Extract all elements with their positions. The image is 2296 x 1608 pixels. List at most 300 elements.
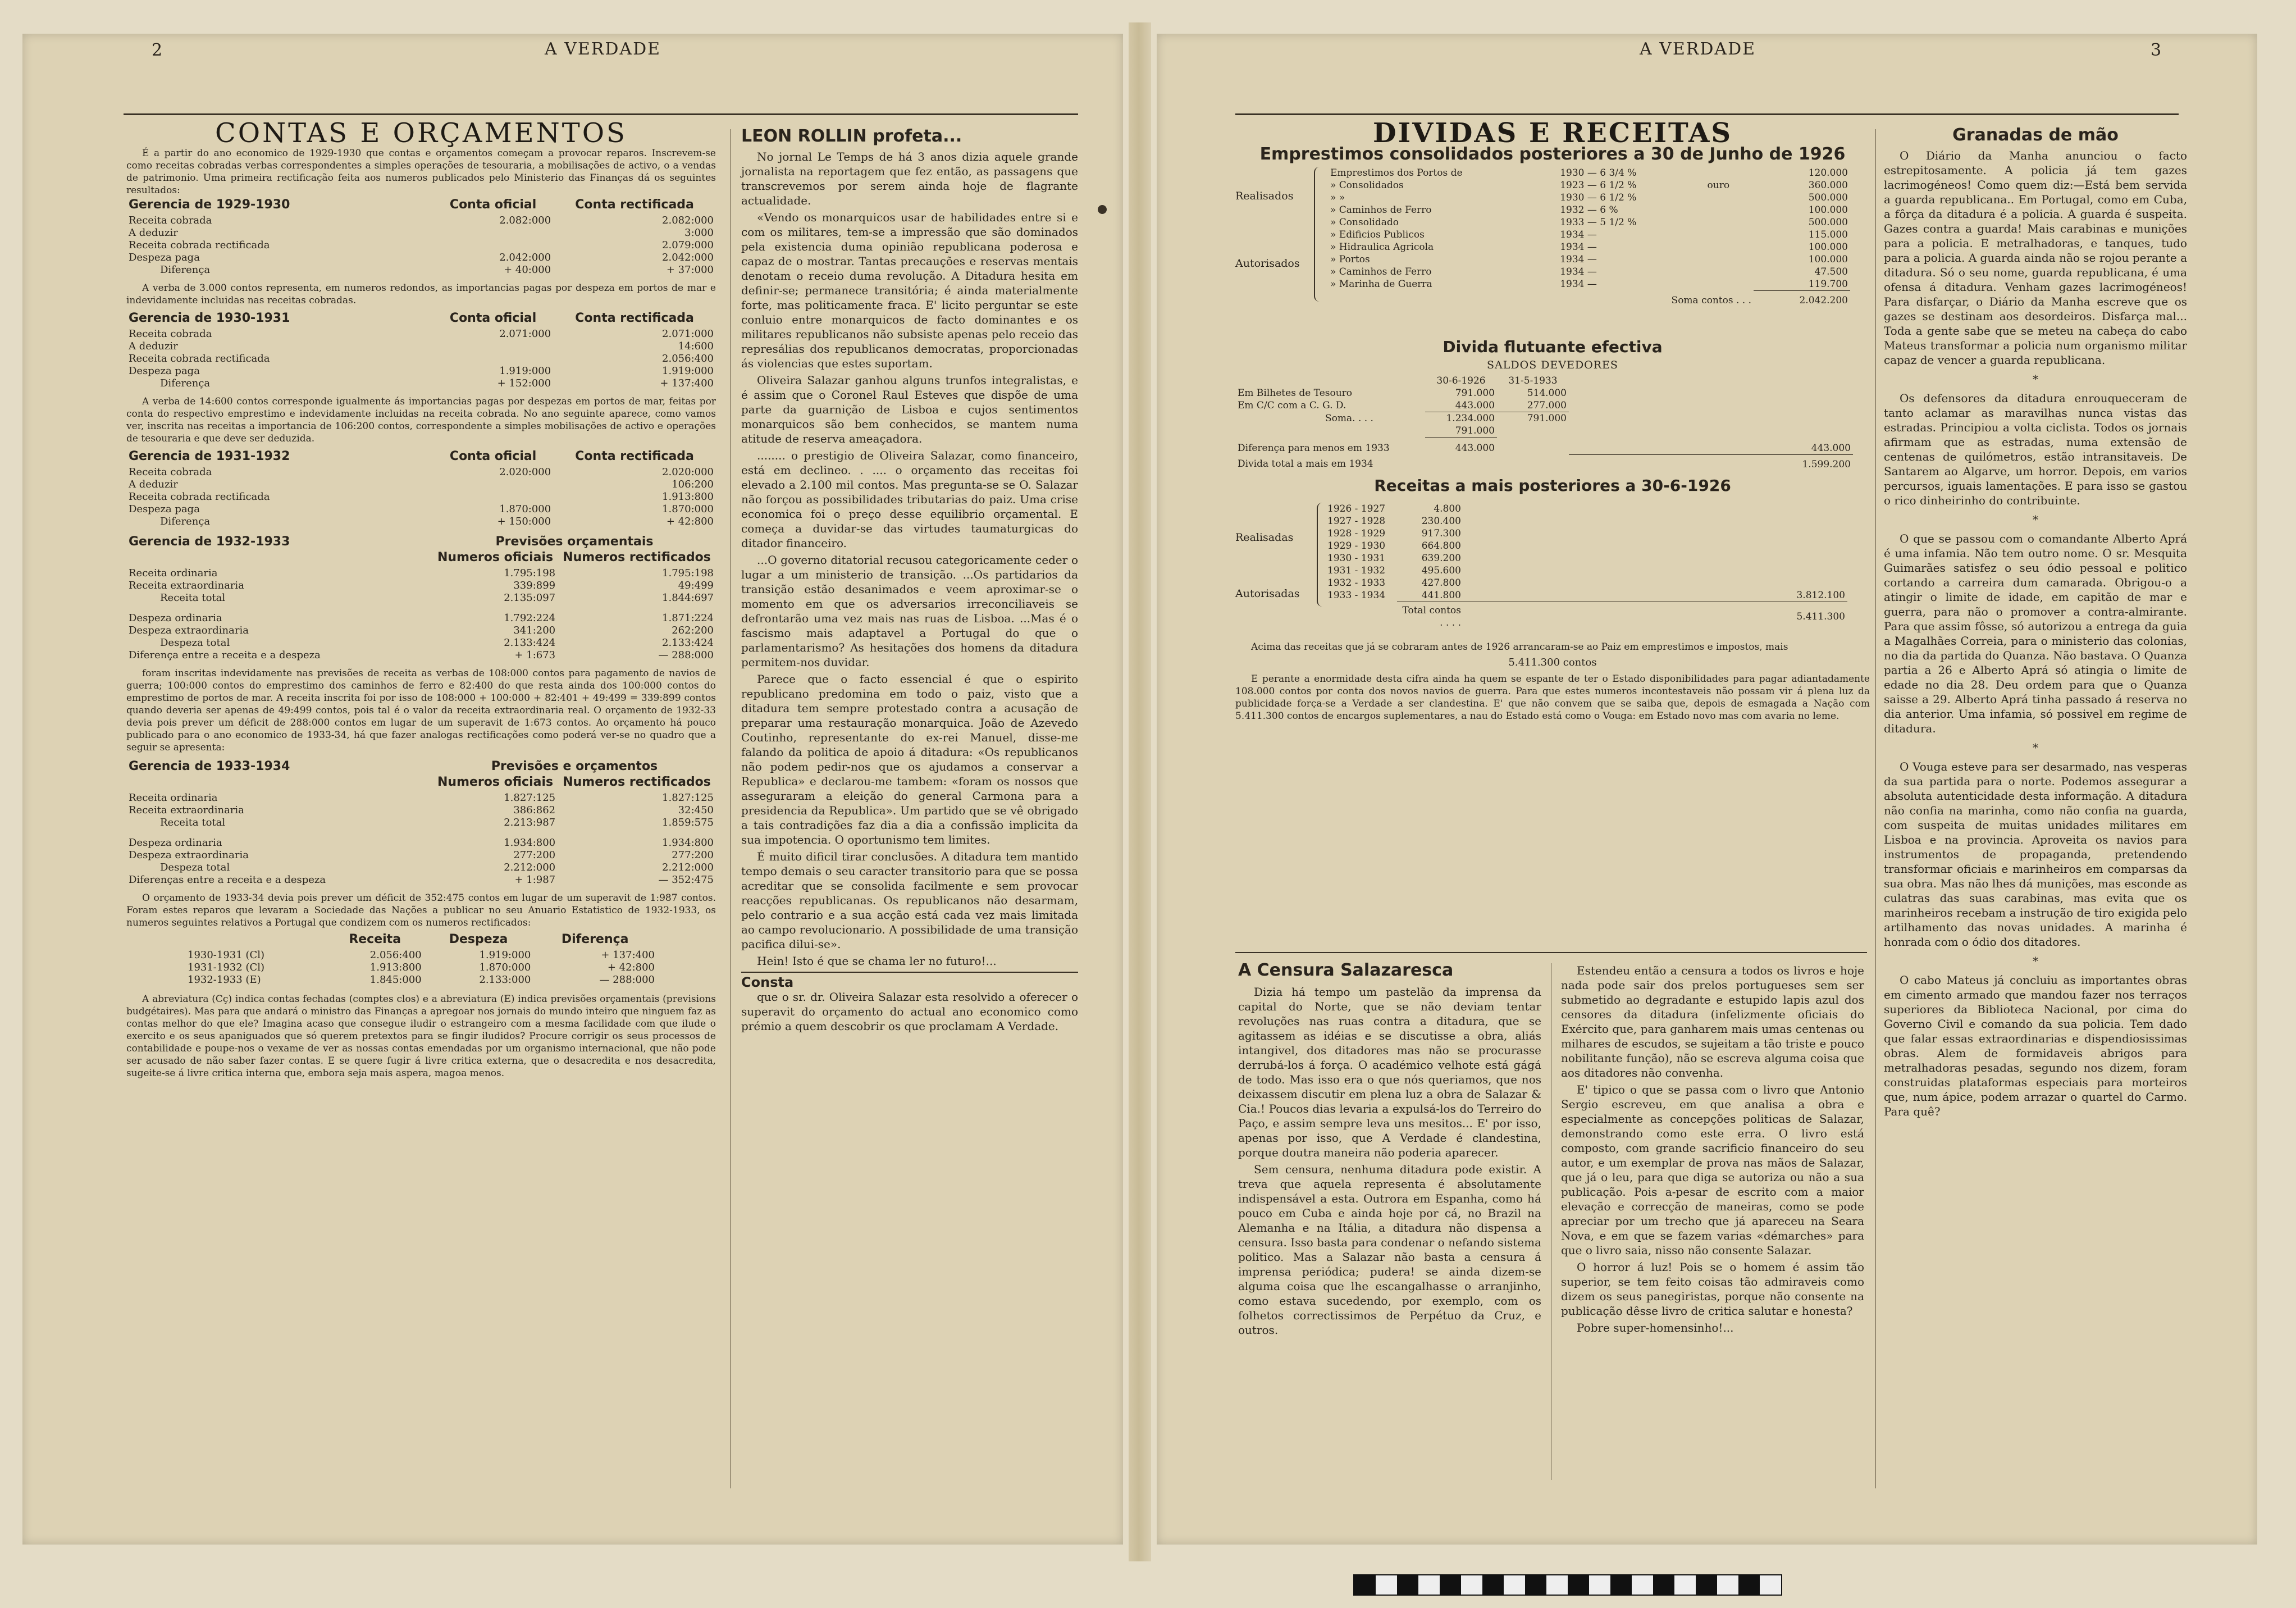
cell-a: 1.934:800 — [504, 837, 556, 849]
brace — [1314, 167, 1321, 302]
realisadas-label: Realisadas — [1235, 531, 1294, 544]
receita-val: 664.800 — [1421, 540, 1461, 552]
cell-rect: 106:200 — [672, 479, 714, 490]
cell-rect: 2.056:400 — [662, 353, 714, 365]
cell-b: 1.795:198 — [662, 567, 714, 579]
table-row — [126, 328, 716, 340]
cell-b: 49:499 — [678, 580, 714, 591]
row-label: A deduzir — [129, 479, 178, 490]
rollin-p4: ........ o prestigio de Oliveira Salazar, como financeiro, está em declineo. . .... o orçamento das receitas foi elevado a 2.100 mil contos. Mas pregunta-se se O. Salazar não forçou as possibilidades tributarias do paiz. Uma crise economica foi o preço desse equilibrio orçamental. E começa a duvidar-se das virtudes taumaturgicas do ditador financeiro. — [741, 449, 1078, 550]
col-oficial: Conta oficial — [449, 198, 537, 212]
receitas-sum: 3.812.100 — [1796, 589, 1845, 601]
cell-oficial: 2.071:000 — [499, 328, 551, 340]
col-receita: Receita — [349, 932, 401, 946]
cell-rect: 2.042:000 — [662, 252, 714, 263]
emprest-rate: 1930 — 6 3/4 % — [1560, 167, 1637, 179]
separator-asterisk-icon: * — [2033, 372, 2038, 386]
table-row — [1235, 412, 1853, 425]
table-row — [185, 949, 657, 962]
emprest-extra — [1705, 192, 1754, 204]
row-label: Receita cobrada rectificada — [129, 239, 270, 251]
gerencia-1933-title: Gerencia de 1933-1934 — [129, 759, 290, 773]
row-label: Despeza ordinaria — [129, 612, 222, 624]
cell-rect: 1.913:800 — [662, 491, 714, 503]
table-row — [126, 792, 716, 804]
cell-b: 262:200 — [672, 625, 714, 636]
dividas-article — [1235, 117, 1870, 725]
row-label: A deduzir — [129, 340, 178, 352]
separator-asterisk-icon: * — [2033, 513, 2038, 526]
row-label: Despeza extraordinaria — [129, 625, 249, 636]
emprest-name: » Edificios Publicos — [1330, 229, 1425, 240]
contas-article — [126, 117, 716, 1082]
cell-diferenca: — 288:000 — [599, 974, 655, 986]
table-row — [185, 962, 657, 974]
receita-val: 441.800 — [1397, 589, 1463, 602]
table-gerencia-1932 — [126, 536, 716, 662]
table-row — [126, 592, 716, 604]
table-row — [126, 466, 716, 479]
emprest-extra — [1705, 241, 1754, 253]
table-row — [126, 580, 716, 592]
emprest-rate: 1932 — 6 % — [1560, 204, 1618, 216]
table-row — [1328, 241, 1850, 253]
cell-a: 2.133:424 — [504, 637, 556, 649]
receitas-table — [1325, 503, 1847, 629]
row-label: Receita ordinaria — [129, 567, 218, 579]
cell-receita: 1.845:000 — [369, 974, 422, 986]
receita-val: 495.600 — [1421, 564, 1461, 576]
table-gerencia-1931 — [126, 450, 716, 528]
emprest-rate: 1930 — 6 1/2 % — [1560, 192, 1637, 203]
row-label: Despeza paga — [129, 503, 200, 515]
rollin-article — [741, 126, 1078, 1036]
table-row — [126, 817, 716, 829]
row-label: Receita cobrada — [129, 215, 212, 226]
receita-period: 1932 - 1933 — [1327, 577, 1386, 589]
left-page-number: 2 — [152, 40, 163, 60]
flutuante-title: Divida flutuante efectiva — [1443, 338, 1663, 356]
table-row — [1328, 253, 1850, 266]
table-row — [1328, 204, 1850, 216]
receita-period: 1929 - 1930 — [1327, 540, 1386, 552]
table-row — [126, 340, 716, 353]
gerencia-1930-note: A verba de 14:600 contos corresponde igualmente ás importancias pagas por despezas em portos de mar, feitas por conta do respectivo emprestimo e indevidamente incluidas na receita cobrada. No ano seguinte aparece, como vamos ver, inscrita nas receitas a importancia de 106:200 contos, correspondente a simples mobilisações de activo e operações de tesouraria e que deve ser deduzida. — [126, 396, 716, 444]
emprest-val: 47.500 — [1814, 266, 1848, 277]
emprest-name: » Caminhos de Ferro — [1330, 204, 1432, 216]
right-header-rule — [1235, 113, 2179, 115]
rollin-p2: «Vendo os monarquicos usar de habilidades entre si e com os militares, tem-se a impressão que são dominados pela existencia duma opinião republicana poderosa e capaz de o mostrar. Tantas precauções e reservas mentais denotam o receio duma revolução. A Ditadura hesita em definir-se; permanece transitória; é ainda materialmente forte, mas politicamente fraca. E' licito perguntar se este conluio entre monarquicos de facto dominantes e os militares republicanos não subsiste apenas pelo receio das represálias dos republicanos democratas, proporcionadas ás violencias que estes suportam. — [741, 211, 1078, 370]
cell-oficial: + 150:000 — [497, 516, 551, 527]
cell-a: 277:200 — [513, 849, 556, 861]
emprest-extra — [1705, 266, 1754, 278]
row-label: Diferença entre a receita e a despeza — [129, 649, 321, 661]
col-numeros-rectificados: Numeros rectificados — [563, 775, 711, 789]
cell-oficial — [433, 239, 553, 252]
cell-a: + 1:673 — [514, 649, 556, 661]
col-rectificada: Conta rectificada — [575, 449, 694, 463]
row-label: Despeza ordinaria — [129, 837, 222, 849]
table-row — [126, 239, 716, 252]
emprest-val: 120.000 — [1808, 167, 1848, 179]
gerencia-1932-note: foram inscritas indevidamente nas previsões de receita as verbas de 108:000 contos para pagamento de navios de guerra; 100:000 contos do emprestimo dos caminhos de ferro e 82:400 do que resta ainda dos 100:000 contos do emprestimo de portos de mar. A receita inscrita foi por isso de 108:000 + 100:000 + 82:401 + 49:499 = 339:899 contos quando deveria ser apenas de 49:499 contos, pois tal é o valor da receita extraordinaria real. O orçamento de 1932-33 devia pois prever um déficit de 288:000 contos em lugar de um superavit de 1:673 contos. Ao orçamento há pouco publicado para o ano economico de 1933-34, há que fazer analogas rectificações como poderá ver-se no quadro que a seguir se apresenta: — [126, 668, 716, 753]
col-numeros-rectificados: Numeros rectificados — [563, 550, 711, 564]
granadas-p5: O cabo Mateus já concluiu as importantes obras em cimento armado que mandou fazer nos terraços superiores da Biblioteca Nacional, por cima do Governo Civil e comando da sua policia. Tem dado que falar essas extraordinarias e dispendiosissimas obras. Alem de formidaveis abrigos para metralhadoras pesadas, segundo nos dizem, foram construidas plataformas especiais para morteiros que, num ápice, podem arrazar o quartel do Carmo. Para quê? — [1884, 973, 2187, 1118]
row-label: Diferença — [160, 516, 211, 527]
table-row — [1328, 266, 1850, 278]
consta-text: que o sr. dr. Oliveira Salazar esta resolvido a oferecer o superavit do orçamento do actual ano economico como prémio a quem descobrir os que proclamam A Verdade. — [741, 990, 1078, 1033]
granadas-p4: O Vouga esteve para ser desarmado, nas vesperas da sua partida para o norte. Podemos assegurar a absoluta autenticidade desta informação. A ditadura não confia na marinha, como não confia na guarda, com suspeita de muitas unidades militares em Lisboa e na provincia. Aproveita os navios para instrumentos de propaganda, pretendendo transformar oficiais e marinheiros em comparsas da sua obra. Mas não lhes dá munições, mas esconde as culatras das suas carabinas, mas evita que os marinheiros recebam a instrução de tiro exigida pelo artilhamento das novas unidades. A marinha é honrada com o ódio dos ditadores. — [1884, 760, 2187, 949]
scan-color-bar — [1353, 1574, 1782, 1596]
dif-a: 443.000 — [1455, 443, 1495, 454]
dividas-title: DIVIDAS E RECEITAS — [1372, 117, 1733, 149]
receita-period: 1926 - 1927 — [1327, 503, 1386, 514]
flut-b: 277.000 — [1497, 399, 1569, 412]
row-label: 1930-1931 (Cl) — [188, 949, 264, 961]
emprest-name: » » — [1330, 192, 1345, 203]
row-label: 1931-1932 (Cl) — [188, 962, 264, 973]
emprest-extra — [1705, 216, 1754, 229]
table-row — [126, 353, 716, 365]
table-row — [126, 377, 716, 390]
separator-asterisk-icon: * — [2033, 954, 2038, 968]
cell-a: 339:899 — [513, 580, 556, 591]
rollin-p3: Oliveira Salazar ganhou alguns trunfos integralistas, e é assim que o Coronel Raul Esteves que dispõe de uma parte da guarnição de Lisboa e cujos sentimentos monarquicos são bem conhecidos, se mantem numa atitude de reserva ameaçadora. — [741, 373, 1078, 445]
emprest-extra — [1705, 229, 1754, 241]
emprest-name: » Marinha de Guerra — [1330, 279, 1432, 290]
table-row — [1325, 527, 1847, 540]
cell-a: 386:862 — [513, 804, 556, 816]
emprest-val: 100.000 — [1808, 254, 1848, 265]
cell-a: 2.135:097 — [504, 592, 556, 604]
table-row — [1235, 438, 1853, 455]
gerencia-1933-note: O orçamento de 1933-34 devia pois prever um déficit de 352:475 contos em lugar de um superavit de 1:987 contos. Foram estes reparos que levaram a Sociedade das Nações a publicar no seu Anuario Estatistico de 1932-1933, os numeros seguintes relativos a Portugal que condizem com os numeros rectificados: — [126, 892, 716, 928]
receita-val: 230.400 — [1421, 515, 1461, 527]
emprest-val: 119.700 — [1754, 278, 1850, 291]
censura-p1: Dizia há tempo um pastelão da imprensa da capital do Norte, que se não deviam tentar revoluções nas ruas contra a ditadura, que se agitassem as idéias e se discutisse a obra, aliás intangivel, dos ditadores mas não se procurasse derrubá-los á força. O académico velhote está gágá de todo. Mas isso era o que nós queriamos, que nos deixassem discutir em plena luz a obra de Salazar & Cia.! Poucos dias levaria a expulsá-los do Terreiro do Paço, e assim sempre leva uns mesitos... E' por isso, apenas por isso, que A Verdade é clandestina, porque doutra maneira não poderia aparecer. — [1238, 985, 1541, 1159]
section-rule — [1235, 952, 1867, 953]
previsoes-title: Previsões e orçamentos — [491, 759, 658, 773]
emprest-val: 100.000 — [1808, 204, 1848, 216]
gerencia-1929-title: Gerencia de 1929-1930 — [129, 198, 290, 212]
cell-despeza: 1.919:000 — [479, 949, 531, 961]
row-label: Receita ordinaria — [129, 792, 218, 804]
emprest-name: » Consolidado — [1330, 217, 1399, 228]
binding-hole-icon — [1098, 205, 1107, 214]
cell-a: + 1:987 — [514, 874, 556, 886]
cell-rect: + 42:800 — [666, 516, 714, 527]
emprest-val: 500.000 — [1808, 192, 1848, 203]
cell-b: 1.871:224 — [662, 612, 714, 624]
receitas-block — [1235, 497, 1870, 637]
contas-title: CONTAS E ORÇAMENTOS — [215, 117, 627, 149]
rollin-title: LEON ROLLIN profeta... — [741, 126, 962, 146]
receita-period: 1933 - 1934 — [1327, 589, 1386, 601]
saldos-title: SALDOS DEVEDORES — [1487, 359, 1618, 371]
emprest-name: » Caminhos de Ferro — [1330, 266, 1432, 277]
table-row — [126, 264, 716, 276]
row-label: Receita cobrada — [129, 328, 212, 340]
row-label: 1932-1933 (E) — [188, 974, 261, 986]
contas-intro: É a partir do ano economico de 1929-1930 que contas e orçamentos começam a provocar reparos. Inscrevem-se como receitas cobradas verbas correspondentes a simples operações de tesouraria, a mobilisações de activo, o a vendas de patrimonio. Uma primeira rectificação feita aos numeros publicados pelo Ministerio das Finanças dá os seguintes resultados: — [126, 148, 716, 196]
table-row — [1328, 229, 1850, 241]
dividas-note2: E perante a enormidade desta cifra ainda ha quem se espante de ter o Estado disponibilidades para pagar adiantadamente 108.000 contos por conta dos novos navios de guerra. Para que estes numeros incontestaveis não possam vir á plena luz da publicidade força-se a Verdade a ser clandestina. E' que não convem que se saiba que, depois de esmagada a Nação com 5.411.300 contos de encargos suplementares, a nau do Estado está como o Vouga: em Estado novo mas com avaria no leme. — [1235, 673, 1870, 722]
soma2-a: 1.234.000 — [1446, 413, 1495, 424]
row-label: Receita cobrada — [129, 466, 212, 478]
cell-b: 2.212:000 — [662, 862, 714, 873]
table-row — [126, 637, 716, 649]
cell-oficial: 2.042:000 — [499, 252, 551, 263]
table-row — [126, 874, 716, 886]
total-contos-label: Total contos . . . . — [1402, 604, 1461, 628]
table-row — [126, 804, 716, 817]
row-label: Diferença — [160, 264, 211, 276]
row-label: Receita extraordinaria — [129, 804, 244, 816]
previsoes-title: Previsões orçamentais — [495, 535, 654, 549]
censura-title: A Censura Salazaresca — [1238, 960, 1454, 980]
emprest-extra: ouro — [1707, 180, 1730, 191]
receitas-title: Receitas a mais posteriores a 30-6-1926 — [1374, 476, 1731, 495]
table-row — [1325, 577, 1847, 589]
receita-period: 1928 - 1929 — [1327, 527, 1386, 539]
cell-b: 1.934:800 — [662, 837, 714, 849]
table-row — [1325, 564, 1847, 577]
cell-receita: 1.913:800 — [369, 962, 422, 973]
cell-rect: + 137:400 — [660, 377, 714, 389]
rollin-p7: É muito dificil tirar conclusões. A ditadura tem mantido tempo demais o seu caracter transitorio para que se possa acreditar que se consolida facilmente e sem provocar reacções republicanas. Os republicanos não desarmam, pelo contrario e a sua acção está cada vez mais limitada ao campo revolucionario. A possibilidade de uma transição pacifica dilui-se». — [741, 850, 1078, 951]
cell-oficial — [433, 491, 553, 503]
autorisadas-label: Autorisadas — [1235, 587, 1300, 600]
right-page-number: 3 — [2151, 40, 2162, 60]
emprest-rate: 1934 — — [1560, 254, 1597, 265]
soma-label: Soma contos . . . — [1671, 294, 1752, 306]
censura-p3: Estendeu então a censura a todos os livros e hoje nada pode sair dos prelos portugueses sem ser submetido ao degradante e estupido lapis azul dos censores da ditadura (infelizmente oficiais do Exército que, para ganharem mais umas centenas ou milhares de escudos, se sujeitam a tão triste e pouco nobilitante função), não se escreva alguma coisa que aos ditadores não convenha. — [1561, 964, 1864, 1079]
gerencia-1931-title: Gerencia de 1931-1932 — [129, 449, 290, 463]
censura-p4: E' tipico o que se passa com o livro que Antonio Sergio escreveu, em que analisa a obra e especialmente as concepções politicas de Salazar, demonstrando como este erra. O livro está composto, com grande sacrificio financeiro do seu autor, e um exemplar de prova nas mãos de Salazar, que já o leu, para que diga se autoriza ou não a sua publicação. Pois a-pesar de escrito com a maior elevação e correcção de maneiras, como se pode apreciar por um trecho que já apareceu na Seara Nova, e em que se fazem varias «démarches» para que o livro saia, nisso não consente Salazar. — [1561, 1083, 1864, 1257]
row-label: Despeza total — [160, 637, 230, 649]
column-divider — [1875, 129, 1876, 1488]
col-despeza: Despeza — [449, 932, 508, 946]
emprest-rate: 1934 — — [1560, 279, 1597, 290]
soma2-b: 791.000 — [1527, 413, 1567, 424]
cell-a: 2.212:000 — [504, 862, 556, 873]
cell-rect: 2.071:000 — [662, 328, 714, 340]
emprest-extra — [1705, 204, 1754, 216]
cell-oficial: + 40:000 — [504, 264, 551, 276]
contas-closing: A abreviatura (Cç) indica contas fechadas (comptes clos) e a abreviatura (E) indica previsões orçamentais (previsions budgétaires). Mas para que andará o ministro das Finanças a apregoar nos jornais do mundo inteiro que ninguem faz as contas melhor do que ele? Imagina acaso que consegue iludir o estrangeiro com a mesma facilidade com que ilude o exercito e os seus apaniguados que só querem pretextos para se fingir iludidos? Procure corrigir os seus processos de contabilidade e poupe-nos o vexame de ver as nossas contas emendadas por um organismo internacional, que não pode ser acusado de não saber fazer contas. E se quere fugir á livre critica externa, que o desacredita e nos desacredita, sugeite-se á livre critica interna que, embora seja mais aspera, magoa menos. — [126, 994, 716, 1079]
emprest-val: 115.000 — [1808, 229, 1848, 240]
granadas-p1: O Diário da Manha anunciou o facto estrepitosamente. A policia já tem gazes lacrimogéneos! Como quem diz:—Está bem servida a guarda republicana.. Em Portugal, como em Cuba, a fôrça da ditadura é a policia. A guarda é suspeita. Gazes contra a guarda! Mais carabinas e munições para a policia. E metralhadoras, e tanques, tudo para a policia. A guarda ainda não se rojou perante a ditadura. Só o seu nome, guarda republicana, é uma ofensa á ditadura. Venham gazes lacrimogéneos! Para disfarçar, o Diário da Manha escreve que os gazes se destinam aos desordeiros. Disfarça mal... Toda a gente sabe que se meteu na cabeça do cabo Mateus transformar a policia num organismo militar capaz de vencer a guarda republicana. — [1884, 149, 2187, 367]
row-label: Despeza paga — [129, 252, 200, 263]
cell-rect: 1.919:000 — [662, 365, 714, 377]
granadas-article — [1884, 125, 2187, 1121]
left-header-rule — [124, 113, 1078, 115]
table-gerencia-1929 — [126, 199, 716, 276]
receita-val: 639.200 — [1421, 552, 1461, 564]
emprest-rate: 1934 — — [1560, 266, 1597, 277]
cell-oficial: 1.870:000 — [499, 503, 551, 515]
table-sdn — [185, 933, 657, 986]
row-label: Diferença — [160, 377, 211, 389]
flut-b: 514.000 — [1527, 388, 1567, 399]
emprest-val: 360.000 — [1808, 180, 1848, 191]
table-row — [1328, 278, 1850, 291]
dif-label: Diferença para menos em 1933 — [1238, 442, 1390, 454]
table-row — [126, 625, 716, 637]
cell-b: 1.827:125 — [662, 792, 714, 804]
cell-rect: 2.082:000 — [662, 215, 714, 226]
table-row — [1328, 179, 1850, 192]
granadas-p2: Os defensores da ditadura enrouqueceram de tanto aclamar as maravilhas nunca vistas das estradas. Principiou a volta ciclista. Todos os jornais afirmam que as estradas, numa extensão de centenas de quilómetros, estão intransitaveis. De Santarem ao Algarve, um horror. Depois, em varios percursos, iguais lamentações. E para isso se gastou o rico dinheirinho do contribuinte. — [1884, 391, 2187, 507]
emprest-val: 500.000 — [1808, 217, 1848, 228]
cell-rect: 3:000 — [684, 227, 714, 239]
cell-rect: + 37:000 — [666, 264, 714, 276]
total-contos-val: 5.411.300 — [1463, 602, 1847, 629]
flut-a: 443.000 — [1425, 399, 1497, 412]
soma2-label: Soma. . . . — [1325, 412, 1373, 424]
row-label: A deduzir — [129, 227, 178, 239]
receita-period: 1927 - 1928 — [1327, 515, 1386, 527]
left-masthead: A VERDADE — [545, 39, 661, 59]
table-row — [126, 491, 716, 503]
flutuante-table — [1235, 375, 1853, 471]
cell-rect: 2.079:000 — [662, 239, 714, 251]
row-label: Receita cobrada rectificada — [129, 353, 270, 365]
table-row — [126, 649, 716, 662]
censura-p2: Sem censura, nenhuma ditadura pode existir. A treva que aquela representa é absolutamente indispensável a esta. Outrora em Espanha, como há pouco em Cuba e ainda hoje por cá, no Brazil na Alemanha e na Itália, a ditadura não dispensa a censura. Isso basta para condenar o nefando sistema politico. Mas a Salazar não basta a censura á imprensa periódica; pudera! se ainda dizem-se alguma coisa que lhe escangalhasse o arranjinho, como estava sucedendo, por exemplo, com os folhetos correctissimos de Perpétuo da Cruz, e outros. — [1238, 1163, 1541, 1337]
realisados-label: Realisados — [1235, 190, 1294, 202]
emprest-name: » Hidraulica Agricola — [1330, 242, 1434, 253]
row-label: Receita total — [160, 817, 226, 828]
table-row — [126, 365, 716, 377]
emprestimos-block — [1235, 167, 1870, 335]
cell-diferenca: + 42:800 — [607, 962, 655, 973]
emprest-rate: 1934 — — [1560, 229, 1597, 240]
gerencia-1929-note: A verba de 3.000 contos representa, em numeros redondos, as importancias pagas por despeza em portos de mar e indevidamente incluidas nas receitas cobradas. — [126, 283, 716, 306]
table-row — [1328, 192, 1850, 204]
cell-rect: 2.020:000 — [662, 466, 714, 478]
receita-period: 1931 - 1932 — [1327, 564, 1386, 576]
emprest-name: » Consolidados — [1330, 180, 1404, 191]
table-row — [126, 829, 716, 849]
cell-a: 1.792:224 — [504, 612, 556, 624]
cell-oficial — [433, 353, 553, 365]
receita-val: 4.800 — [1434, 503, 1461, 514]
gerencia-1930-title: Gerencia de 1930-1931 — [129, 311, 290, 325]
rollin-p5: ...O governo ditatorial recusou categoricamente ceder o lugar a um ministerio de transição. ...Os partidarios da transição estão desanimados e veem aproximar-se o momento em que os adversarios irreconciliaveis se defrontarão uma vez mais nas ruas de Lisboa. ...Mas é o fascismo mais adaptavel a Portugal do que o parlamentarismo? As hesitações dos homens da ditadura permitem-nos duvidar. — [741, 553, 1078, 669]
emprest-rate: 1933 — 5 1/2 % — [1560, 217, 1637, 228]
flut-label: Em Bilhetes de Tesouro — [1238, 388, 1353, 399]
censura-col1 — [1238, 960, 1541, 1340]
cell-a: 341:200 — [513, 625, 556, 636]
rollin-p6: Parece que o facto essencial é que o espirito republicano predomina em todo o paiz, visto que a ditadura tem sempre protestado contra a acusação de preparar uma restauração monarquica. João de Azevedo Coutinho, representante do ex-rei Manuel, disse-me falando da politica de apoio á ditadura: «Os republicanos não podem pedir-nos que os ajudamos a conservar a Republica» e declarou-me tambem: «foram os nossos que asseguraram a eleição do general Carmona para a presidencia da Republica». Um partido que se vê obrigado a tais contradições faz dia a dia a confissão implicita da sua impotencia. O oportunismo tem limites. — [741, 672, 1078, 846]
granadas-p3: O que se passou com o comandante Alberto Aprá é uma infamia. Não tem outro nome. O sr. Mesquita Guimarães satisfez o seu ódio pessoal e politico cortando a carreira dum camarada. Obrigou-o a atingir o limite de idade, em capitão de mar e guerra, para não o promover a contra-almirante. Para que assim fôsse, só autorizou a entrega da guia a Magalhães Correia, para o ministerio das colonias, no dia da partida do Quanza. Não bastava. O Quanza partia a 26 e Alberto Aprá só atingia o limite de edade no dia 28. Deu ordem para que o Quanza saisse a 29. Alberto Aprá tinha passado á reserva no dia anterior. Uma infamia, só possivel em regime de ditadura. — [1884, 532, 2187, 735]
table-row — [126, 516, 716, 528]
col-diferenca: Diferença — [561, 932, 629, 946]
table-row — [1328, 167, 1850, 179]
receita-val: 917.300 — [1421, 527, 1461, 539]
dividas-note1: Acima das receitas que já se cobraram antes de 1926 arrancaram-se ao Paiz em emprestimos e impostos, mais — [1251, 641, 1788, 653]
cell-oficial: 2.082:000 — [499, 215, 551, 226]
table-row — [1235, 454, 1853, 471]
table-row — [1235, 425, 1853, 438]
cell-a: 2.213:987 — [504, 817, 556, 828]
cell-b: 277:200 — [672, 849, 714, 861]
col-rectificada: Conta rectificada — [575, 311, 694, 325]
cell-a: 1.795:198 — [504, 567, 556, 579]
cell-rect: 14:600 — [678, 340, 714, 352]
table-row — [1325, 540, 1847, 552]
cell-b: 1.859:575 — [662, 817, 714, 828]
row-label: Despeza paga — [129, 365, 200, 377]
rollin-p1: No jornal Le Temps de há 3 anos dizia aquele grande jornalista na reportagem que fez então, as passagens que transcrevemos por serem ainda hoje de flagrante actualidade. — [741, 150, 1078, 207]
row-label: Despeza extraordinaria — [129, 849, 249, 861]
emprest-extra — [1705, 253, 1754, 266]
table-row — [1328, 216, 1850, 229]
censura-p6: Pobre super-homensinho!... — [1577, 1321, 1734, 1334]
receita-val: 427.800 — [1421, 577, 1461, 589]
table-row — [126, 227, 716, 239]
rollin-p8: Hein! Isto é que se chama ler no futuro!... — [757, 954, 997, 968]
col-numeros-oficiais: Numeros oficiais — [437, 775, 554, 789]
cell-b: 32:450 — [678, 804, 714, 816]
soma2-a2: 791.000 — [1425, 425, 1497, 438]
cell-despeza: 1.870:000 — [479, 962, 531, 973]
gerencia-1932-title: Gerencia de 1932-1933 — [129, 535, 290, 549]
emprestimos-table — [1328, 167, 1850, 307]
table-row — [126, 567, 716, 580]
table-row — [1235, 399, 1853, 412]
row-label: Diferenças entre a receita e a despeza — [129, 874, 326, 886]
cell-oficial — [433, 227, 553, 239]
dividas-note1-val: 5.411.300 contos — [1508, 656, 1597, 668]
table-gerencia-1930 — [126, 312, 716, 390]
emprest-extra — [1705, 278, 1754, 291]
column-divider — [730, 129, 731, 1488]
receita-period: 1930 - 1931 — [1327, 552, 1386, 564]
date-a: 30-6-1926 — [1436, 375, 1486, 386]
date-b: 31-5-1933 — [1508, 375, 1558, 386]
emprest-val: 100.000 — [1808, 242, 1848, 253]
emprest-rate: 1923 — 6 1/2 % — [1560, 180, 1637, 191]
flut-a: 791.000 — [1455, 388, 1495, 399]
cell-despeza: 2.133:000 — [479, 974, 531, 986]
cell-b: — 288:000 — [658, 649, 714, 661]
cell-oficial: 2.020:000 — [499, 466, 551, 478]
total-label: Divida total a mais em 1934 — [1238, 458, 1373, 470]
table-row — [1325, 515, 1847, 527]
emprest-extra — [1705, 167, 1754, 179]
granadas-title: Granadas de mão — [1952, 125, 2119, 145]
row-label: Receita extraordinaria — [129, 580, 244, 591]
row-label: Receita total — [160, 592, 226, 604]
table-row — [126, 862, 716, 874]
table-row — [1325, 503, 1847, 515]
table-row — [1328, 291, 1850, 307]
flut-label: Em C/C com a C. G. D. — [1238, 400, 1346, 412]
cell-receita: 2.056:400 — [369, 949, 422, 961]
col-numeros-oficiais: Numeros oficiais — [437, 550, 554, 564]
table-row — [1325, 552, 1847, 564]
soma-val: 2.042.200 — [1799, 295, 1848, 306]
table-row — [1235, 387, 1853, 399]
table-gerencia-1933 — [126, 760, 716, 886]
cell-b: 1.844:697 — [662, 592, 714, 604]
censura-p5: O horror á luz! Pois se o homem é assim tão superior, se tem feito coisas tão admiraveis como dizem os seus panegiristas, porque não consente na publicação dêsse livro de critica salutar e honesta? — [1561, 1260, 1864, 1318]
censura-col2 — [1561, 963, 1864, 1337]
separator-asterisk-icon: * — [2033, 741, 2038, 754]
cell-rect: 1.870:000 — [662, 503, 714, 515]
